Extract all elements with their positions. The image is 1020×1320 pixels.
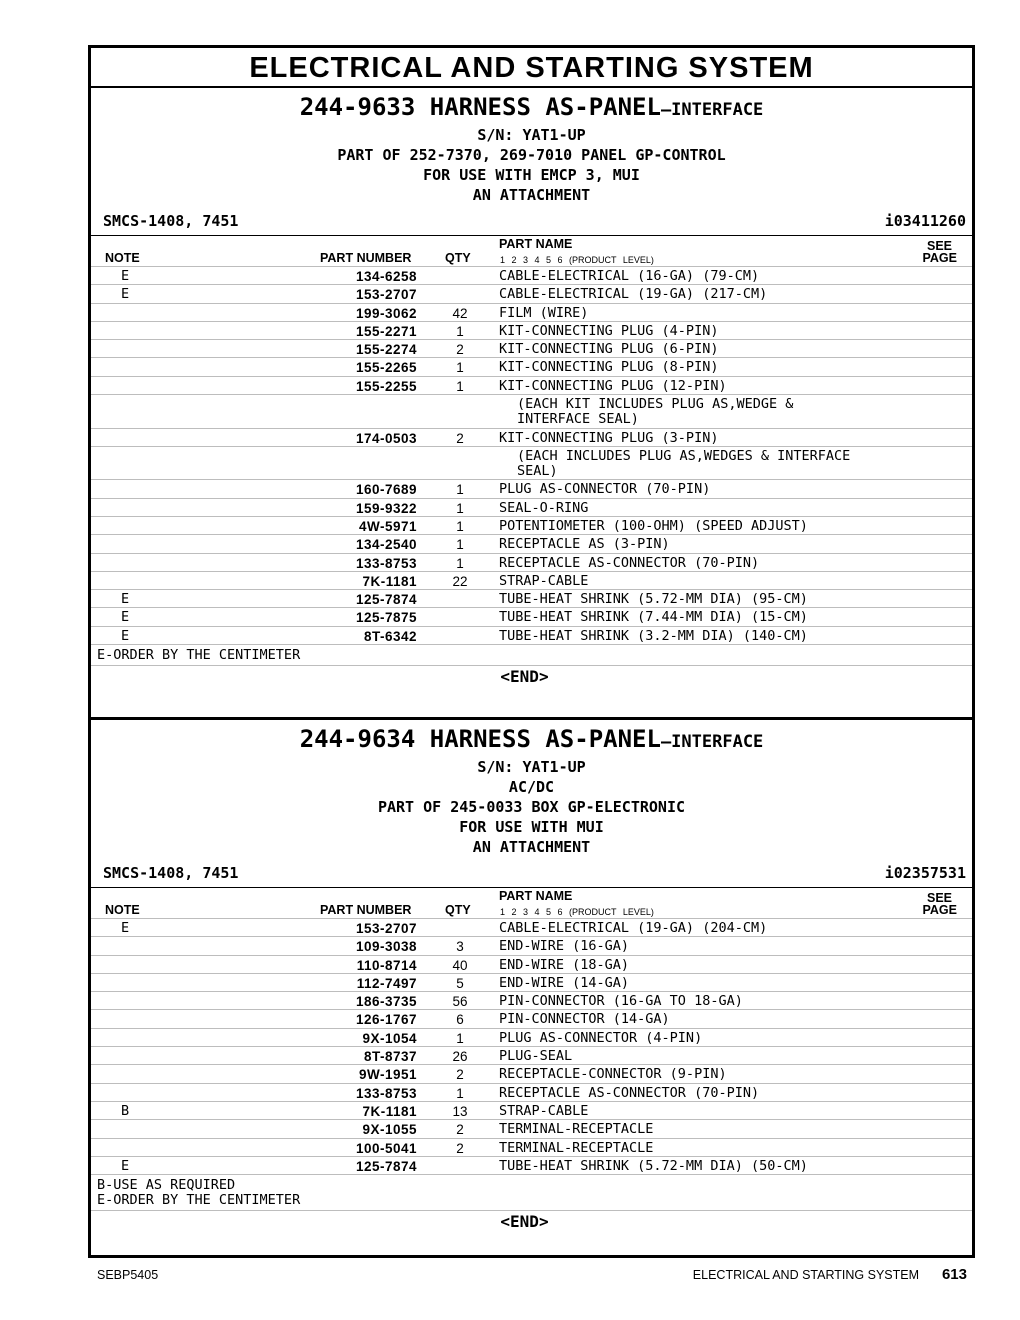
table-row [91, 1156, 972, 1174]
row-part-name: (EACH INCLUDES PLUG AS,WEDGES & INTERFACE SEAL) [517, 447, 851, 479]
row-part-number: 7K-1181 [362, 1103, 417, 1119]
col-product-level: 1 2 3 4 5 6 (PRODUCT LEVEL) [500, 907, 654, 917]
row-part-name: RECEPTACLE AS-CONNECTOR (70-PIN) [499, 554, 760, 571]
row-part-name: END-WIRE (14-GA) [499, 974, 630, 991]
table-row [91, 1028, 972, 1046]
row-part-name: KIT-CONNECTING PLUG (8-PIN) [499, 359, 719, 376]
row-part-number: 110-8714 [356, 957, 417, 973]
row-part-number: 155-2274 [355, 342, 417, 358]
table-row [91, 339, 972, 357]
row-part-name: STRAP-CABLE [499, 572, 589, 589]
table-row [91, 321, 972, 339]
row-qty: 6 [456, 1012, 464, 1028]
row-part-number: 186-3735 [355, 994, 417, 1010]
row-part-name: TERMINAL-RECEPTACLE [499, 1121, 654, 1138]
section-subtitle-line: FOR USE WITH MUI [459, 818, 604, 836]
row-part-number: 153-2707 [355, 287, 417, 303]
table-row [91, 516, 972, 534]
row-part-name: PIN-CONNECTOR (14-GA) [499, 1011, 670, 1028]
section-title [91, 88, 972, 125]
row-qty: 1 [456, 537, 464, 553]
footnote: E-ORDER BY THE CENTIMETER [97, 1192, 301, 1209]
row-note: E [121, 268, 130, 284]
row-part-name: STRAP-CABLE [499, 1102, 589, 1119]
section-subtitle-line: AC/DC [508, 778, 555, 796]
col-product-level: 1 2 3 4 5 6 (PRODUCT LEVEL) [500, 255, 654, 265]
table-row [91, 626, 972, 644]
section-header [91, 88, 972, 207]
row-part-name: CABLE-ELECTRICAL (19-GA) (217-CM) [499, 286, 768, 303]
row-part-number: 133-8753 [355, 1085, 417, 1101]
col-note: NOTE [105, 903, 140, 917]
table-row [91, 534, 972, 552]
row-part-name: POTENTIOMETER (100-OHM) (SPEED ADJUST) [499, 517, 808, 534]
table-row [91, 266, 972, 284]
row-part-number: 125-7875 [355, 610, 417, 626]
row-part-number: 100-5041 [355, 1140, 417, 1156]
row-qty: 1 [456, 518, 464, 534]
row-qty: 1 [456, 482, 464, 498]
row-note: B [121, 1102, 130, 1119]
row-part-number: 153-2707 [355, 921, 417, 936]
row-part-number: 8T-6342 [363, 628, 417, 644]
smcs-code: SMCS-1408, 7451 [103, 212, 239, 230]
row-part-name: END-WIRE (16-GA) [499, 938, 630, 955]
row-qty: 1 [456, 378, 464, 394]
row-qty: 13 [452, 1103, 468, 1119]
row-note: E [121, 920, 130, 936]
table-row [91, 936, 972, 954]
page-title: ELECTRICAL AND STARTING SYSTEM [91, 48, 972, 88]
table-row [91, 607, 972, 625]
row-note: E [121, 1157, 130, 1174]
parts-section [91, 88, 972, 717]
row-part-name: RECEPTACLE AS (3-PIN) [499, 536, 670, 553]
footer-section-title: ELECTRICAL AND STARTING SYSTEM [692, 1268, 919, 1282]
row-note: E [121, 627, 130, 644]
col-qty: QTY [445, 251, 471, 265]
row-qty: 2 [456, 1140, 464, 1156]
row-qty: 56 [452, 994, 468, 1010]
footer-doc-id: SEBP5405 [97, 1268, 159, 1282]
table-row [91, 973, 972, 991]
row-part-name: END-WIRE (18-GA) [499, 956, 630, 973]
row-part-number: 199-3062 [355, 305, 417, 321]
parts-table [91, 918, 972, 1174]
row-part-name: CABLE-ELECTRICAL (19-GA) (204-CM) [499, 920, 768, 936]
footer-page-number: 613 [941, 1266, 967, 1283]
row-part-name: TUBE-HEAT SHRINK (7.44-MM DIA) (15-CM) [499, 609, 808, 626]
section-header [91, 720, 972, 859]
illustration-id: i03411260 [884, 212, 966, 230]
column-header [91, 887, 972, 918]
row-part-number: 125-7874 [355, 1158, 417, 1174]
section-subtitle-line: AN ATTACHMENT [472, 186, 591, 204]
row-part-name: KIT-CONNECTING PLUG (12-PIN) [499, 377, 727, 394]
section-title-suffix: —INTERFACE [660, 732, 764, 752]
row-part-number: 9X-1055 [362, 1122, 417, 1138]
sections-container [91, 88, 972, 1261]
column-header [91, 235, 972, 266]
row-part-number: 174-0503 [355, 430, 417, 446]
row-part-number: 7K-1181 [362, 573, 417, 589]
row-part-name: TERMINAL-RECEPTACLE [499, 1139, 654, 1156]
footnote: B-USE AS REQUIRED [97, 1177, 236, 1194]
table-row [91, 991, 972, 1009]
row-part-number: 125-7874 [355, 592, 417, 608]
row-part-name: PLUG AS-CONNECTOR (70-PIN) [499, 481, 711, 498]
col-page: PAGE [922, 903, 957, 917]
col-see: SEE [926, 891, 952, 905]
table-row [91, 357, 972, 375]
row-part-name: (EACH KIT INCLUDES PLUG AS,WEDGE & INTERFACE SEAL) [517, 396, 794, 428]
row-qty: 2 [456, 1122, 464, 1138]
row-part-number: 126-1767 [355, 1012, 417, 1028]
col-part-name: PART NAME [499, 889, 573, 903]
row-part-number: 4W-5971 [358, 518, 417, 534]
row-qty: 1 [456, 1030, 464, 1046]
row-qty: 2 [456, 430, 464, 446]
row-qty: 2 [456, 1067, 464, 1083]
table-row [91, 303, 972, 321]
table-row [91, 1138, 972, 1156]
table-row [91, 394, 972, 428]
table-row [91, 1101, 972, 1119]
row-part-name: SEAL-O-RING [499, 499, 589, 516]
footnote: E-ORDER BY THE CENTIMETER [97, 647, 301, 664]
row-qty: 2 [456, 342, 464, 358]
row-part-number: 9W-1951 [358, 1067, 417, 1083]
table-row [91, 479, 972, 497]
table-row [91, 1046, 972, 1064]
section-subtitle-line: S/N: YAT1-UP [477, 126, 586, 144]
row-part-name: RECEPTACLE AS-CONNECTOR (70-PIN) [499, 1084, 760, 1101]
row-part-name: KIT-CONNECTING PLUG (6-PIN) [499, 341, 719, 358]
table-row [91, 1119, 972, 1137]
section-subtitle-line: PART OF 252-7370, 269-7010 PANEL GP-CONTROL [337, 146, 726, 164]
row-note: E [121, 591, 130, 608]
row-qty: 26 [452, 1049, 468, 1065]
end-marker: <END> [500, 667, 549, 687]
row-qty: 40 [452, 957, 468, 973]
row-part-name: RECEPTACLE-CONNECTOR (9-PIN) [499, 1066, 727, 1083]
table-row [91, 376, 972, 394]
row-part-name: TUBE-HEAT SHRINK (5.72-MM DIA) (95-CM) [499, 591, 808, 608]
row-part-number: 9X-1054 [362, 1030, 417, 1046]
smcs-code: SMCS-1408, 7451 [103, 864, 239, 882]
section-title [91, 720, 972, 757]
smcs-line [91, 859, 972, 887]
row-part-number: 134-6258 [355, 269, 417, 284]
section-subtitle-line: FOR USE WITH EMCP 3, MUI [423, 166, 640, 184]
row-part-number: 155-2271 [355, 323, 417, 339]
section-title-suffix: —INTERFACE [660, 100, 764, 120]
table-row [91, 589, 972, 607]
smcs-line [91, 207, 972, 235]
section-subtitle-line: AN ATTACHMENT [472, 838, 591, 856]
col-part-name: PART NAME [499, 237, 573, 251]
row-qty: 42 [452, 305, 468, 321]
table-row [91, 446, 972, 480]
row-part-number: 112-7497 [356, 975, 417, 991]
row-part-number: 160-7689 [355, 482, 417, 498]
row-qty: 3 [456, 939, 464, 955]
col-part-number: PART NUMBER [320, 251, 412, 265]
row-qty: 5 [456, 975, 464, 991]
row-qty: 1 [456, 500, 464, 516]
end-marker-row [91, 1210, 972, 1235]
row-qty: 1 [456, 555, 464, 571]
table-row [91, 284, 972, 302]
row-qty: 1 [456, 323, 464, 339]
row-note: E [121, 286, 130, 303]
section-footnotes [91, 644, 972, 665]
col-note: NOTE [105, 251, 140, 265]
table-row [91, 428, 972, 446]
row-qty: 1 [456, 360, 464, 376]
row-part-name: PLUG AS-CONNECTOR (4-PIN) [499, 1029, 703, 1046]
col-qty: QTY [445, 903, 471, 917]
table-row [91, 553, 972, 571]
table-row [91, 1083, 972, 1101]
row-part-number: 159-9322 [355, 500, 417, 516]
row-part-number: 155-2255 [355, 378, 417, 394]
parts-table [91, 266, 972, 644]
row-part-name: KIT-CONNECTING PLUG (4-PIN) [499, 322, 719, 339]
table-row [91, 571, 972, 589]
row-note: E [121, 609, 130, 626]
table-row [91, 498, 972, 516]
col-see: SEE [926, 239, 952, 253]
table-row [91, 955, 972, 973]
section-title-main: 244-9633 HARNESS AS-PANEL [299, 93, 661, 121]
row-qty: 22 [452, 573, 468, 589]
row-part-name: CABLE-ELECTRICAL (16-GA) (79-CM) [499, 268, 760, 284]
section-footnotes [91, 1174, 972, 1210]
parts-section [91, 717, 972, 1261]
row-part-name: PIN-CONNECTOR (16-GA TO 18-GA) [499, 993, 743, 1010]
row-part-name: PLUG-SEAL [499, 1048, 573, 1065]
section-subtitle-line: S/N: YAT1-UP [477, 758, 586, 776]
section-title-main: 244-9634 HARNESS AS-PANEL [299, 725, 661, 753]
col-part-number: PART NUMBER [320, 903, 412, 917]
row-part-number: 109-3038 [355, 939, 417, 955]
row-part-name: KIT-CONNECTING PLUG (3-PIN) [499, 429, 719, 446]
parts-page-frame [88, 45, 975, 1258]
section-subtitle-line: PART OF 245-0033 BOX GP-ELECTRONIC [377, 798, 686, 816]
row-part-name: TUBE-HEAT SHRINK (3.2-MM DIA) (140-CM) [499, 627, 808, 644]
row-part-number: 134-2540 [355, 537, 417, 553]
row-part-name: TUBE-HEAT SHRINK (5.72-MM DIA) (50-CM) [499, 1157, 808, 1174]
illustration-id: i02357531 [884, 864, 966, 882]
row-part-number: 133-8753 [355, 555, 417, 571]
table-row [91, 918, 972, 936]
table-row [91, 1064, 972, 1082]
row-part-number: 155-2265 [355, 360, 417, 376]
col-page: PAGE [922, 251, 957, 265]
row-qty: 1 [456, 1085, 464, 1101]
table-row [91, 1009, 972, 1027]
end-marker: <END> [500, 1212, 549, 1232]
end-marker-row [91, 665, 972, 690]
row-part-number: 8T-8737 [363, 1049, 417, 1065]
row-part-name: FILM (WIRE) [499, 304, 589, 321]
